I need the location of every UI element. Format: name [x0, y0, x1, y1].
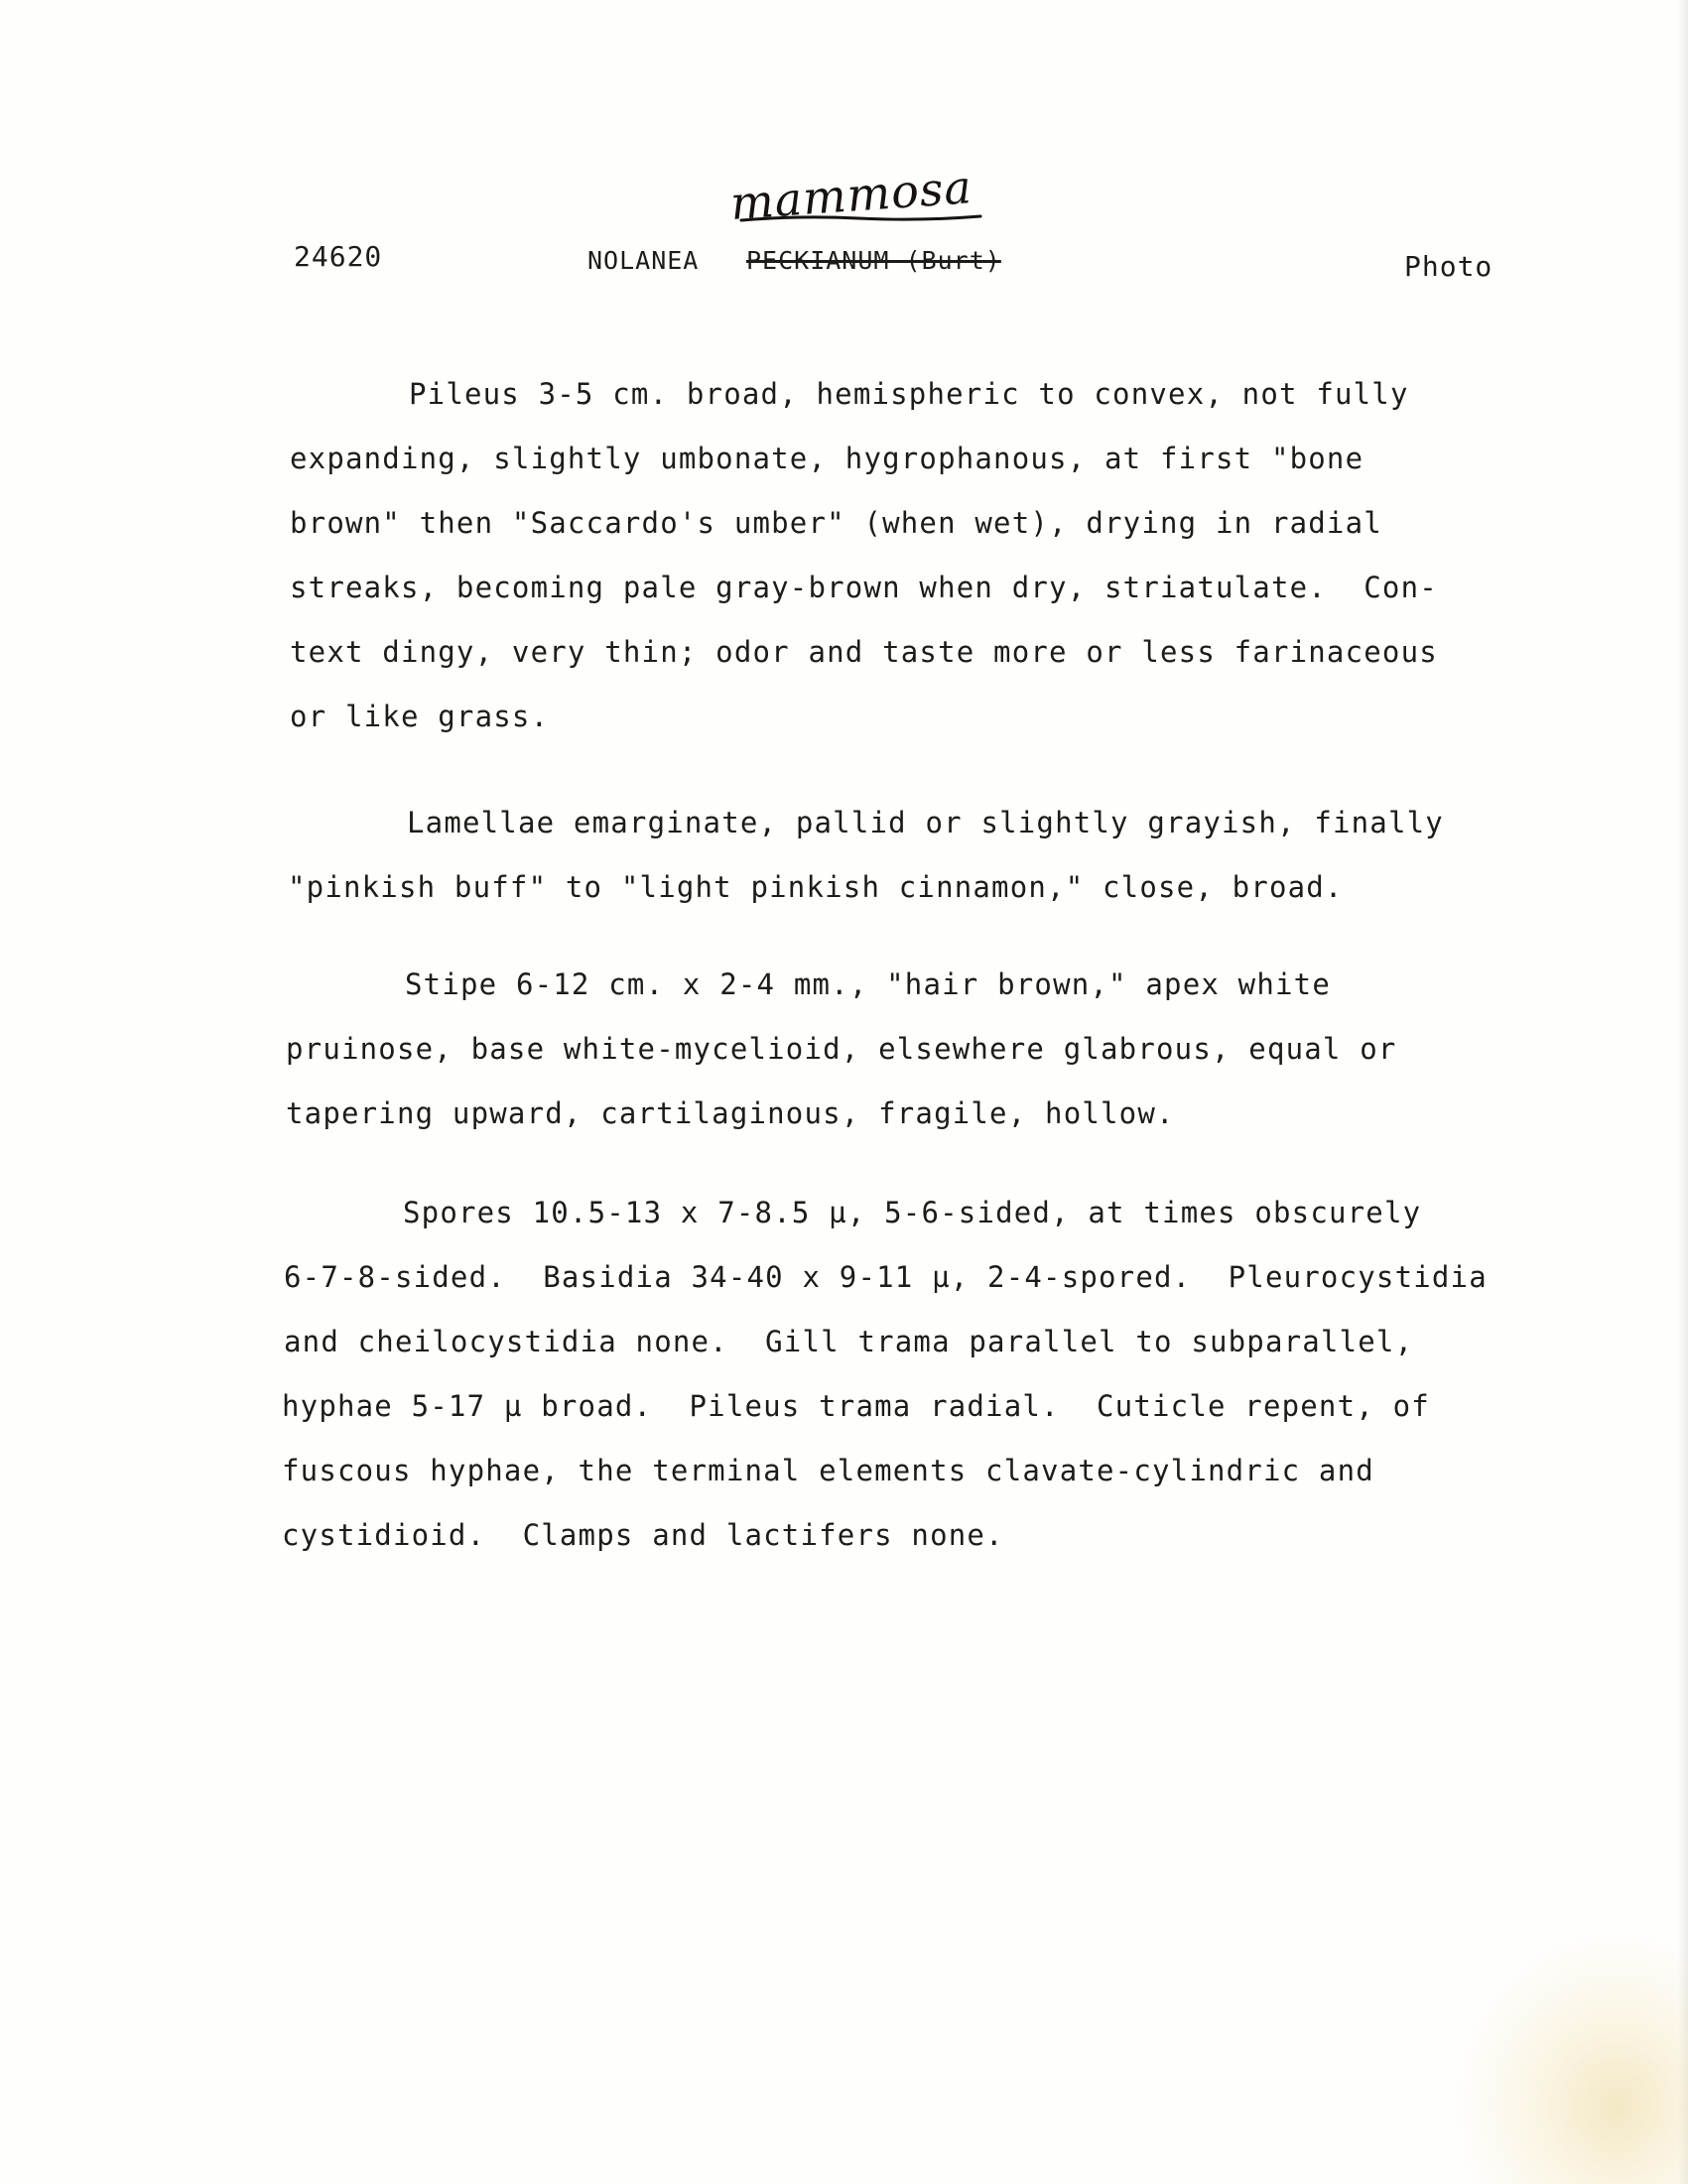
specimen-number: 24620 — [294, 240, 383, 273]
handwritten-underline — [739, 214, 982, 222]
spores-line-5: fuscous hyphae, the terminal elements clavate-cylindric and — [282, 1454, 1374, 1487]
pileus-line-5: text dingy, very thin; odor and taste more or less farinaceous — [290, 635, 1438, 669]
page-edge-shadow — [1678, 0, 1688, 2184]
stipe-line-1: Stipe 6-12 cm. x 2-4 mm., "hair brown," apex white — [405, 967, 1331, 1001]
spores-line-6: cystidioid. Clamps and lactifers none. — [282, 1518, 1004, 1552]
struck-epithet: PECKIANUM (Burt) — [746, 246, 1001, 275]
photo-label: Photo — [1404, 250, 1493, 283]
pileus-line-3: brown" then "Saccardo's umber" (when wet), drying in radial — [290, 506, 1382, 540]
spores-line-3: and cheilocystidia none. Gill trama parallel to subparallel, — [284, 1325, 1414, 1358]
paper-stain — [1450, 1926, 1688, 2184]
lamellae-line-2: "pinkish buff" to "light pinkish cinnamon," close, broad. — [288, 870, 1344, 904]
pileus-line-2: expanding, slightly umbonate, hygrophanous, at first "bone — [290, 442, 1364, 475]
pileus-line-6: or like grass. — [290, 700, 550, 733]
pileus-line-4: streaks, becoming pale gray-brown when dry, striatulate. Con- — [290, 571, 1438, 604]
spores-line-1: Spores 10.5-13 x 7-8.5 µ, 5-6-sided, at times obscurely — [403, 1196, 1422, 1229]
handwritten-epithet: mammosa — [728, 160, 974, 230]
genus-name: NOLANEA — [587, 246, 700, 275]
pileus-line-1: Pileus 3-5 cm. broad, hemispheric to convex, not fully — [409, 377, 1409, 411]
stipe-line-2: pruinose, base white-mycelioid, elsewhere glabrous, equal or — [286, 1032, 1397, 1066]
lamellae-line-1: Lamellae emarginate, pallid or slightly grayish, finally — [407, 806, 1444, 839]
stipe-line-3: tapering upward, cartilaginous, fragile, hollow. — [286, 1096, 1175, 1130]
spores-line-4: hyphae 5-17 µ broad. Pileus trama radial. Cuticle repent, of — [282, 1389, 1430, 1423]
spores-line-2: 6-7-8-sided. Basidia 34-40 x 9-11 µ, 2-4-spored. Pleurocystidia — [284, 1260, 1488, 1294]
